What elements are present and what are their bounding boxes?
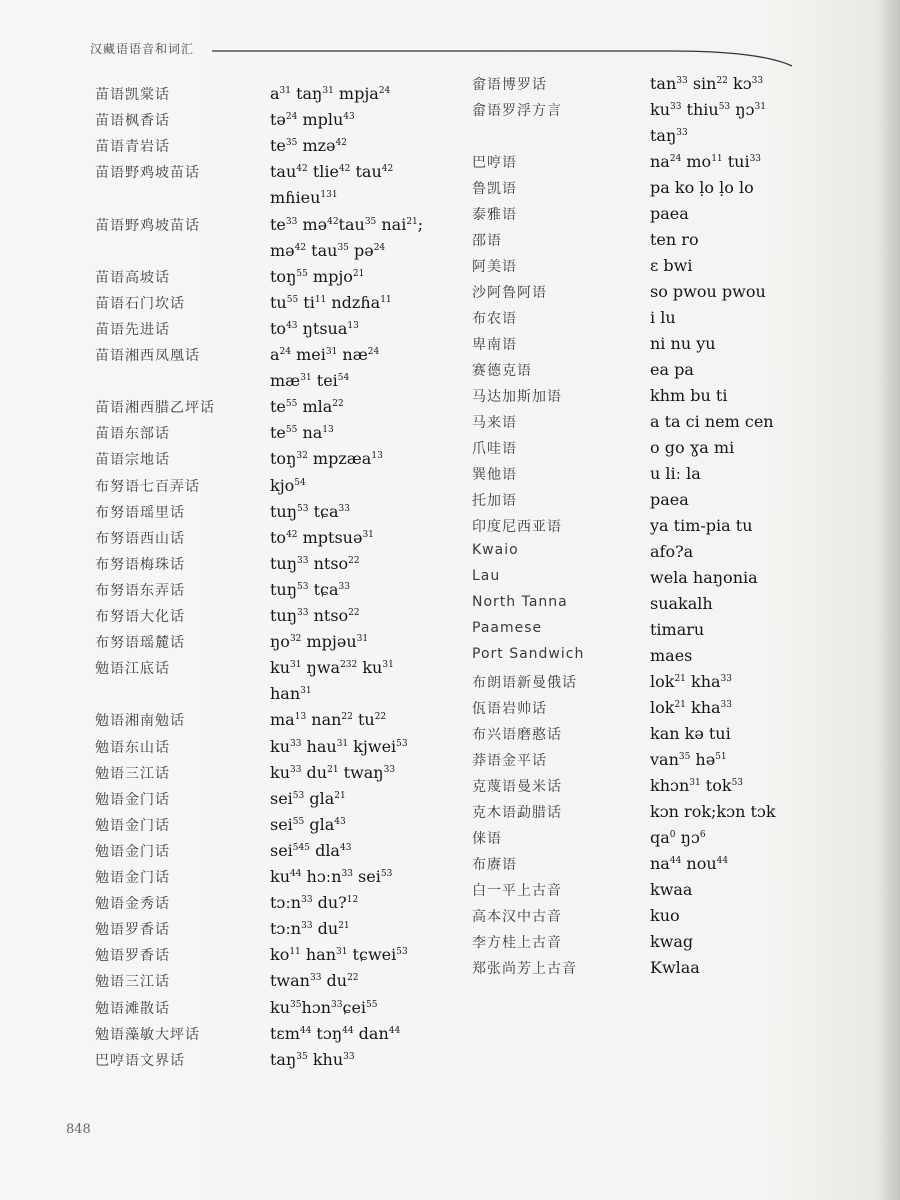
word-form: $ku^{31}$ ŋwa$^{232}$ $ku^{31}$ <box>270 658 394 678</box>
word-form: $te^{55}$ $na^{13}$ <box>270 423 334 443</box>
word-form: han$^{31}$ <box>270 684 312 704</box>
language-name: 苗语枫香话 <box>95 113 170 130</box>
language-name: 苗语东部话 <box>95 426 170 443</box>
language-name: 苗语野鸡坡苗话 <box>95 217 200 234</box>
word-form: $ku^{33}$ thiu$^{53}$ ŋɔ$^{31}$ <box>650 100 766 119</box>
word-form: lok$^{21}$ kha$^{33}$ <box>650 698 732 717</box>
language-name: 托加语 <box>472 493 517 509</box>
language-name: 苗语青岩话 <box>95 139 170 156</box>
language-name: 巽他语 <box>472 467 517 483</box>
language-name: 布努语七百弄话 <box>95 478 200 495</box>
word-form: khm bu ti <box>650 386 728 405</box>
language-name: 巴哼语 <box>472 155 517 171</box>
language-name: 高本汉中古音 <box>472 909 562 925</box>
word-form: van$^{35}$ hə$^{51}$ <box>650 750 727 769</box>
word-form: tuŋ$^{53}$ tɕa$^{33}$ <box>270 579 350 599</box>
word-form: $ku^{33}$ $du^{21}$ twaŋ$^{33}$ <box>270 762 396 782</box>
language-name: 布努语西山话 <box>95 530 185 547</box>
language-name: 勉语滩散话 <box>95 1000 170 1017</box>
language-name: 克木语勐腊话 <box>472 805 562 821</box>
language-name: 勉语金门话 <box>95 817 170 834</box>
language-name: 马达加斯加语 <box>472 389 562 405</box>
language-name: 苗语湘西凤凰话 <box>95 348 200 364</box>
word-form: $na^{24}$ $mo^{11}$ tui$^{33}$ <box>650 152 762 171</box>
word-form: i lu <box>650 308 676 327</box>
language-name: 邵语 <box>472 233 502 249</box>
language-name: 沙阿鲁阿语 <box>472 285 547 301</box>
word-form: $mæ^{31}$ tei$^{54}$ <box>270 371 350 391</box>
page-number: 848 <box>66 1122 91 1137</box>
language-name: 布努语瑶麓话 <box>95 635 185 652</box>
word-form: $ku^{44}$ hɔːn$^{33}$ sei$^{53}$ <box>270 867 393 886</box>
language-name: 阿美语 <box>472 259 517 275</box>
language-name: 爪哇语 <box>472 441 517 457</box>
language-name: 郑张尚芳上古音 <box>472 961 577 977</box>
language-name: 卑南语 <box>472 337 517 353</box>
language-name: 布努语东弄话 <box>95 582 185 599</box>
language-name: 勉语湘南勉话 <box>95 713 185 730</box>
word-form: tɔːn$^{33}$ $du^{21}$ <box>270 919 350 939</box>
page-edge-shadow <box>878 0 900 1200</box>
word-form: $te^{55}$ mla$^{22}$ <box>270 397 344 417</box>
language-name: Lau <box>472 568 501 584</box>
word-form: tɔːn$^{33}$ du?$^{12}$ <box>270 893 359 913</box>
word-form: tuŋ$^{53}$ tɕa$^{33}$ <box>270 501 350 521</box>
language-name: 布农语 <box>472 311 517 327</box>
word-form: a ta ci nem cen <box>650 412 774 431</box>
language-name: 勉语金门话 <box>95 791 170 808</box>
language-name: 苗语高坡话 <box>95 269 170 286</box>
language-name: 赛德克语 <box>472 363 532 379</box>
language-name: 鲁凯语 <box>472 181 517 197</box>
word-form: kɔn rok;kɔn tɔk <box>650 802 776 821</box>
language-name: 勉语金门话 <box>95 870 170 886</box>
language-name: 勉语罗香话 <box>95 948 170 965</box>
word-form: suakalh <box>650 594 713 613</box>
word-form: ni nu yu <box>650 334 716 353</box>
word-form: pa ko ḷo ḷo lo <box>650 178 754 197</box>
word-form: $ku^{35}hɔn^{33}ɕei^{55}$ <box>270 997 378 1017</box>
word-form: $ku^{33}$ hau$^{31}$ kjwei$^{53}$ <box>270 736 408 756</box>
language-name: 李方桂上古音 <box>472 935 562 951</box>
word-form: kan kə tui <box>650 724 731 743</box>
word-form: sei$^{55}$ gla$^{43}$ <box>270 814 346 834</box>
word-form: $to^{43}$ ŋtsua$^{13}$ <box>270 318 359 338</box>
word-form: tə$^{24}$ mplu$^{43}$ <box>270 110 355 130</box>
word-form: $tu^{55}$ $ti^{11}$ ndzɦa$^{11}$ <box>270 292 392 312</box>
language-name: 佤语岩帅话 <box>472 701 547 717</box>
word-form: o go ɣa mi <box>650 438 735 457</box>
language-name: 勉语三江话 <box>95 765 170 782</box>
language-name: 泰雅语 <box>472 207 517 223</box>
word-form: $te^{35}$ mzə$^{42}$ <box>270 136 347 156</box>
language-name: Kwaio <box>472 542 519 558</box>
language-name: 印度尼西亚语 <box>472 519 562 535</box>
language-name: Paamese <box>472 620 543 636</box>
language-name: 巴哼语文界话 <box>95 1052 185 1069</box>
language-name: 苗语野鸡坡苗话 <box>95 165 200 182</box>
word-form: sei$^{545}$ dla$^{43}$ <box>270 840 352 860</box>
language-name: 勉语金门话 <box>95 843 170 860</box>
language-name: 苗语先进话 <box>95 321 170 338</box>
language-name: 畲语罗浮方言 <box>472 103 562 119</box>
word-form: khɔn$^{31}$ tok$^{53}$ <box>650 776 744 795</box>
word-form: $to^{42}$ mptsuə$^{31}$ <box>270 527 374 547</box>
word-form: toŋ$^{55}$ mpjo$^{21}$ <box>270 266 365 286</box>
word-form: $ma^{13}$ nan$^{22}$ $tu^{22}$ <box>270 710 387 730</box>
word-form: $a^{24}$ mei$^{31}$ $næ^{24}$ <box>270 345 380 364</box>
language-name: 勉语罗香话 <box>95 922 170 939</box>
word-form: $te^{33}$ mə$^{42}$tau$^{35}$ nai$^{21}$; <box>270 214 424 234</box>
running-header: 汉藏语语音和词汇 <box>90 42 195 56</box>
word-form: sei$^{53}$ gla$^{21}$ <box>270 788 346 808</box>
word-form: tuŋ$^{33}$ ntso$^{22}$ <box>270 606 360 625</box>
language-name: Port Sandwich <box>472 646 585 662</box>
language-name: 勉语东山话 <box>95 739 170 756</box>
language-name: 布努语大化话 <box>95 609 185 625</box>
word-form: $a^{31}$ taŋ$^{31}$ mpja$^{24}$ <box>270 84 391 103</box>
word-form: kjo$^{54}$ <box>270 475 306 495</box>
language-name: 勉语金秀话 <box>95 896 170 913</box>
language-name: 苗语湘西腊乙坪话 <box>95 400 215 417</box>
word-form: afo?a <box>650 542 694 561</box>
language-name: 俫语 <box>472 831 502 847</box>
word-form: kwag <box>650 932 694 951</box>
language-name: 勉语江底话 <box>95 661 170 678</box>
language-name: 布努语梅珠话 <box>95 556 185 573</box>
word-form: kwaa <box>650 880 693 899</box>
language-name: 莽语金平话 <box>472 753 547 769</box>
word-form: tɛm$^{44}$ tɔŋ$^{44}$ dan$^{44}$ <box>270 1023 401 1043</box>
word-form: taŋ$^{33}$ <box>650 126 688 145</box>
language-name: 畲语博罗话 <box>472 77 547 93</box>
language-name: 白一平上古音 <box>472 883 562 899</box>
word-form: mɦieu$^{131}$ <box>270 188 338 208</box>
word-form: timaru <box>650 620 705 639</box>
word-form: $\tan^{33} \sin^{22}$ kɔ$^{33}$ <box>650 74 764 93</box>
word-form: $qa^0$ ŋɔ$^6$ <box>650 828 706 847</box>
word-form: maes <box>650 646 693 665</box>
word-form: so pwou pwou <box>650 282 766 301</box>
word-form: $na^{44}$ nou$^{44}$ <box>650 854 729 873</box>
word-form: ea pa <box>650 360 694 379</box>
word-form: twan$^{33}$ $du^{22}$ <box>270 971 359 991</box>
word-form: $ko^{11}$ han$^{31}$ tɕwei$^{53}$ <box>270 945 408 965</box>
word-form: lok$^{21}$ kha$^{33}$ <box>650 672 732 691</box>
word-form: u liː la <box>650 464 701 483</box>
word-form: paea <box>650 204 689 223</box>
word-form: tuŋ$^{33}$ ntso$^{22}$ <box>270 553 360 573</box>
language-name: 苗语凯棠话 <box>95 87 170 103</box>
language-name: 布朗语新曼俄话 <box>472 675 577 691</box>
word-form: paea <box>650 490 689 509</box>
language-name: 布赓语 <box>472 857 517 873</box>
language-name: 苗语宗地话 <box>95 452 170 469</box>
word-form: ya tim-pia tu <box>650 516 753 535</box>
word-form: $ŋo^{32}$ mpjəu$^{31}$ <box>270 632 369 652</box>
header-rule <box>70 40 810 70</box>
word-form: ɛ bwi <box>650 256 693 275</box>
language-name: 克蔑语曼米话 <box>472 779 562 795</box>
word-form: mə$^{42}$ tau$^{35}$ pə$^{24}$ <box>270 240 386 260</box>
word-form: wela haŋonia <box>650 568 758 587</box>
word-form: kuo <box>650 906 680 925</box>
language-name: 布努语瑶里话 <box>95 504 185 521</box>
word-form: tau$^{42}$ tlie$^{42}$ tau$^{42}$ <box>270 162 394 182</box>
word-form: ten ro <box>650 230 699 249</box>
language-name: 勉语三江话 <box>95 974 170 991</box>
word-form: toŋ$^{32}$ mpzæa$^{13}$ <box>270 449 383 469</box>
language-name: North Tanna <box>472 594 568 610</box>
language-name: 布兴语磨憨话 <box>472 727 562 743</box>
language-name: 苗语石门坎话 <box>95 295 185 312</box>
word-form: Kwlaa <box>650 958 700 977</box>
language-name: 勉语藻敏大坪话 <box>95 1026 200 1043</box>
word-form: taŋ$^{35}$ khu$^{33}$ <box>270 1049 355 1069</box>
language-name: 马来语 <box>472 415 517 431</box>
